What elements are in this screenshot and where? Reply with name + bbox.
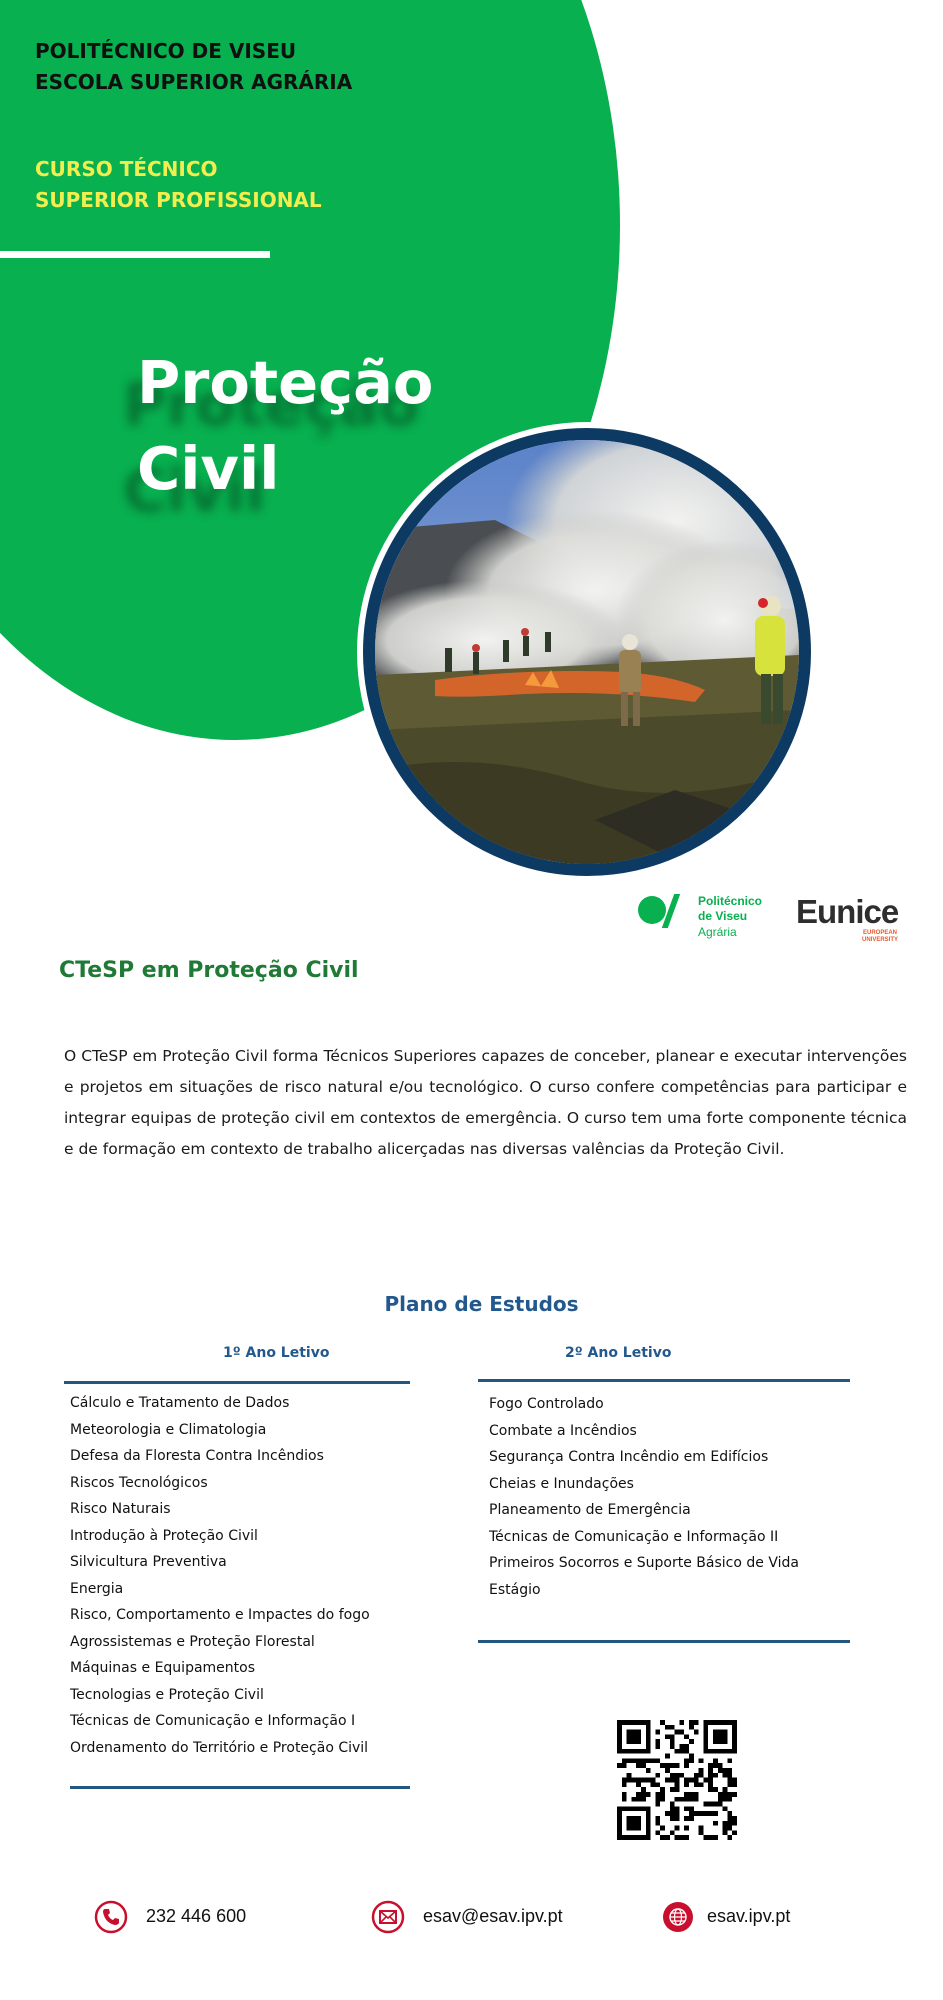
school-line-1: POLITÉCNICO DE VISEU [35,39,297,63]
course-item: Defesa da Floresta Contra Incêndios [70,1448,324,1464]
email-address[interactable]: esav@esav.ipv.pt [423,1906,563,1926]
year-1-course-list [70,1390,370,1761]
course-item: Cálculo e Tratamento de Dados [70,1395,290,1411]
qr-code[interactable] [617,1720,737,1840]
course-line-2: SUPERIOR PROFISSIONAL [35,188,322,212]
course-type [35,154,322,216]
study-plan-title: Plano de Estudos [384,1292,579,1316]
course-item: Ordenamento do Território e Proteção Civil [70,1739,369,1756]
wildfire-photo [363,428,811,876]
eunice-sub-1: EUROPEAN [863,930,898,936]
year-1-bottom-rule [70,1786,410,1789]
course-item: Silvicultura Preventiva [70,1554,227,1570]
eunice-sub-2: UNIVERSITY [862,937,899,943]
course-item: Riscos Tecnológicos [70,1474,208,1491]
course-item: Fogo Controlado [489,1396,604,1412]
phone-icon [94,1900,128,1934]
logo-dot [638,896,666,924]
intro-paragraph: O CTeSP em Proteção Civil forma Técnicos Superiores capazes de conceber, planear e executar intervenções e projetos em situações de risco natural e/ou tecnológico. O curso confere competências para participar e integrar equipas de proteção civil em contextos de emergência. O curso tem uma forte componente técnica e de formação em contexto de trabalho alicerçadas nas diversas valências da Proteção Civil. [64,1047,907,1158]
course-item: Técnicas de Comunicação e Informação I [70,1713,356,1729]
title-line-2: Civil [137,434,280,503]
eunice-wordmark: Eunice [796,893,899,930]
course-item: Técnicas de Comunicação e Informação II [489,1528,779,1545]
course-item: Energia [70,1580,124,1597]
year-2-bottom-rule [478,1640,850,1643]
globe-icon [661,1900,695,1934]
course-item: Planeamento de Emergência [489,1502,691,1518]
course-item: Risco Naturais [70,1501,171,1517]
wildfire-scene-image [375,440,799,864]
section-subtitle: CTeSP em Proteção Civil [59,958,359,983]
eunice-logo [796,894,906,950]
year-2-top-rule [478,1379,850,1382]
course-line-1: CURSO TÉCNICO [35,157,218,181]
course-item: Tecnologias e Proteção Civil [70,1686,264,1703]
white-divider [0,251,270,258]
course-item: Cheias e Inundações [489,1475,634,1492]
title-line-1: Proteção [137,348,434,417]
course-item: Combate a Incêndios [489,1422,637,1439]
logo-ipv-line-2: de Viseu [698,909,748,923]
logo-ipv-line-1: Politécnico [698,894,763,908]
course-item: Introdução à Proteção Civil [70,1527,258,1544]
politecnico-viseu-logo [638,892,788,948]
page-title [137,340,433,512]
year-2-course-list [489,1391,799,1603]
course-item: Primeiros Socorros e Suporte Básico de Vida [489,1555,799,1571]
course-item: Estágio [489,1581,541,1598]
course-item: Meteorologia e Climatologia [70,1421,267,1438]
logo-ipv-line-3: Agrária [698,925,737,939]
course-item: Segurança Contra Incêndio em Edifícios [489,1449,769,1465]
envelope-icon [371,1900,405,1934]
year-1-top-rule [64,1381,410,1384]
year-2-heading: 2º Ano Letivo [565,1345,672,1361]
year-1-heading: 1º Ano Letivo [223,1345,330,1361]
school-line-2: ESCOLA SUPERIOR AGRÁRIA [35,70,353,94]
institution-name [35,36,352,98]
website-url[interactable]: esav.ipv.pt [707,1906,791,1926]
phone-number[interactable]: 232 446 600 [146,1906,247,1926]
course-item: Agrossistemas e Proteção Florestal [70,1633,315,1650]
course-item: Risco, Comportamento e Impactes do fogo [70,1607,370,1623]
course-item: Máquinas e Equipamentos [70,1660,256,1676]
